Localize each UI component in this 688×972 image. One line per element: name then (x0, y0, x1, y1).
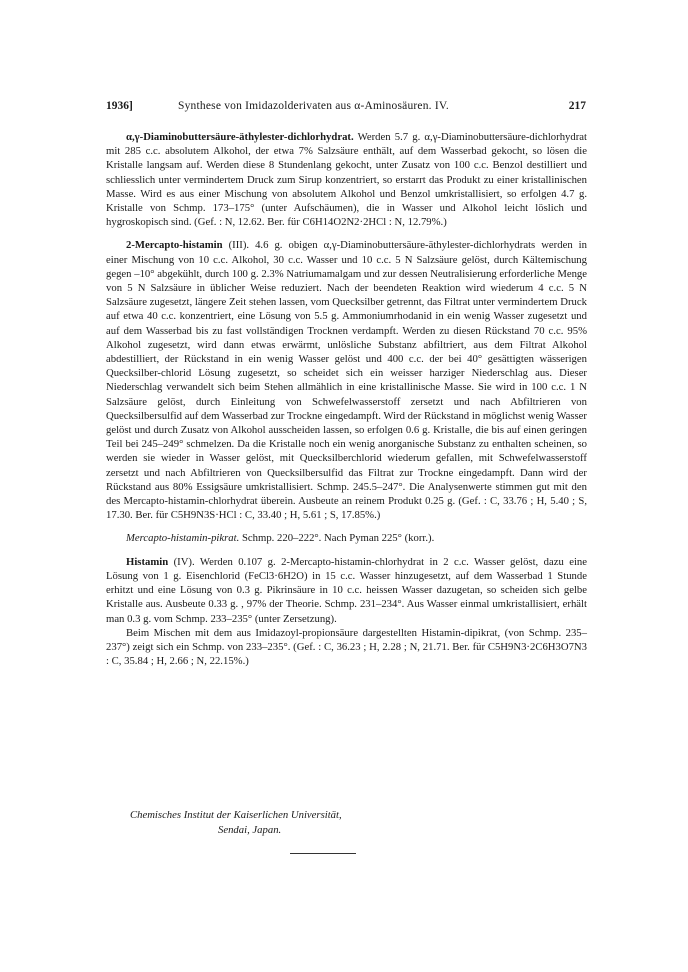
page-number: 217 (568, 100, 586, 112)
header-title: Synthese von Imidazolderivaten aus α-Aminosäuren. IV. (178, 100, 449, 112)
compound-heading: Histamin (126, 555, 169, 568)
compound-heading: α,γ-Diaminobuttersäure-äthylester-dichlorhydrat. (126, 131, 354, 143)
paragraph-text: (III). 4.6 g. obigen α,γ-Diaminobuttersäure-äthylester-dichlorhydrats werden in einer Mischung von 10 c.c. Alkohol, 30 c.c. Wasser und 10 c.c. 5 N Salzsäure gelöst, durch Kältemischung gegen –10° abgekühlt, durch 100 g. 2.3% Natriumamalgam und zur dessen Neutralisierung erforderliche Menge von 5 N Salzsäure in üblicher Weise reduziert. Nach der beendeten Reaktion wird wiederum 4 c.c. 5 N Salzsäure zugesetzt, längere Zeit stehen lassen, vom Quecksilber getrennt, das Filtrat unter vermindertem Druck auf etwa 40 c.c. konzentriert, eine Lösung von 5.5 g. Ammoniumrhodanid in ein wenig Wasser zugesetzt und auf dem Wasserbad bis zu fast vollständigen Trocknen verdampft. Werden zu diesen Rückstand 70 c.c. 95% Alkohol zugesetzt, wird dann etwas erwärmt, unlösliche Substanz abfiltriert, aus dem Filtrat Alkohol abdestilliert, der Rückstand in ein wenig Wasser gelöst und 400 c.c. der bei 40° gesättigten wässerigen Quecksilber-chlorid Lösung zugesetzt, so scheidet sich ein weisser harziger Niederschlag aus. Dieser Niederschlag verwandelt sich beim Stehen allmählich in eine kristallinische Masse. Sie wird in 100 c.c. 1 N Salzsäure gelöst, durch Einleitung von Schwefelwasserstoff zersetzt und nach Abfiltrieren von Quecksilbersulfid auf dem Wasserbad zur Trockne eingedampft. Wird der Rückstand in möglichst wenig Wasser gelöst und durch Zusatz von Alkohol ausscheiden lassen, so erfolgen 0.6 g. Kristalle, die bis auf einen geringen Teil bei 245–249° schmelzen. Da die Kristalle noch ein wenig anorganische Substanz zu enthalten scheinen, so werden sie wieder in Wasser gelöst, mit Quecksilberchlorid wiederum gefallen, mit Schwefelwasserstoff zersetzt und nach Abfiltrieren von Quecksilbersulfid das Filtrat zur Trockne eingedampft. Dann wird der Rückstand aus 80% Essigsäure umkristallisiert. Schmp. 245.5–247°. Die Analysenwerte stimmen gut mit den des Mercapto-histamin-chlorhydrat überein. Ausbeute an reinem Produkt 0.25 g. (Gef. : C, 33.76 ; H, 5.40 ; S, 17.30. Ber. für C5H9N3S·HCl : C, 33.40 ; H, 5.61 ; S, 17.85%.) (106, 239, 587, 522)
end-rule (290, 853, 356, 854)
paragraph-mischen (106, 626, 587, 669)
article-body (106, 130, 587, 677)
compound-heading: Mercapto-histamin-pikrat. (126, 532, 240, 545)
affiliation-line-1: Chemisches Institut der Kaiserlichen Universität, (130, 809, 342, 821)
paragraph-ester (106, 130, 587, 229)
paragraph-mercapto-histamin (106, 238, 587, 522)
affiliation (130, 808, 342, 838)
paragraph-text: Beim Mischen mit dem aus Imidazoyl-propionsäure dargestellten Histamin-dipikrat, (von Schmp. 235–237°) zeigt sich ein Schmp. von 233–235°. (Gef. : C, 36.23 ; H, 2.28 ; N, 21.71. Ber. für C5H9N3·2C6H3O7N3 : C, 35.84 ; H, 2.66 ; N, 22.15%.) (106, 626, 587, 668)
compound-heading: 2-Mercapto-histamin (126, 239, 223, 252)
affiliation-line-2: Sendai, Japan. (218, 824, 282, 836)
paragraph-text: (IV). Werden 0.107 g. 2-Mercapto-histamin-chlorhydrat in 2 c.c. Wasser gelöst, dazu eine Lösung von 1 g. Eisenchlorid (FeCl3·6H2O) in 15 c.c. Wasser hinzugesetzt, auf dem Wasserbad 1 Stunde erhitzt und eine Lösung von 0.3 g. Pikrinsäure in 10 c.c. heissen Wasser dazugetan, so scheiden sich gelbe Kristalle aus. Ausbeute 0.33 g. , 97% der Theorie. Schmp. 231–234°. Aus Wasser einmal umkristallisiert, erhält man 0.3 g. vom Schmp. 233–235° (unter Zersetzung). (106, 555, 587, 625)
running-header (106, 100, 586, 116)
paragraph-text: Werden 5.7 g. α,γ-Diaminobuttersäure-dichlorhydrat mit 285 c.c. absolutem Alkohol, der etwa 7% Salzsäure enthält, auf dem Wasserbad gekocht, so lösen die Kristalle langsam auf. Werden diese 8 Stundenlang gekocht, unter Zusatz von 100 c.c. Benzol destilliert und schliesslich unter vermindertem Druck zum Sirup konzentriert, so erstarrt das Produkt zu einer kristallinischen Masse. Wird es aus einer Mischung von absolutem Alkohol und Benzol umkristallisiert, so erfolgen 4.7 g. Kristalle von Schmp. 173–175° (unter Aufschäumen), die in Wasser und Alkohol leicht löslich und hygroskopisch sind. (Gef. : N, 12.62. Ber. für C6H14O2N2·2HCl : N, 12.79%.) (106, 131, 587, 229)
paragraph-text: Schmp. 220–222°. Nach Pyman 225° (korr.). (239, 532, 435, 545)
header-year: 1936] (106, 100, 133, 112)
paragraph-histamin (106, 555, 587, 626)
paragraph-pikrat (106, 531, 587, 545)
